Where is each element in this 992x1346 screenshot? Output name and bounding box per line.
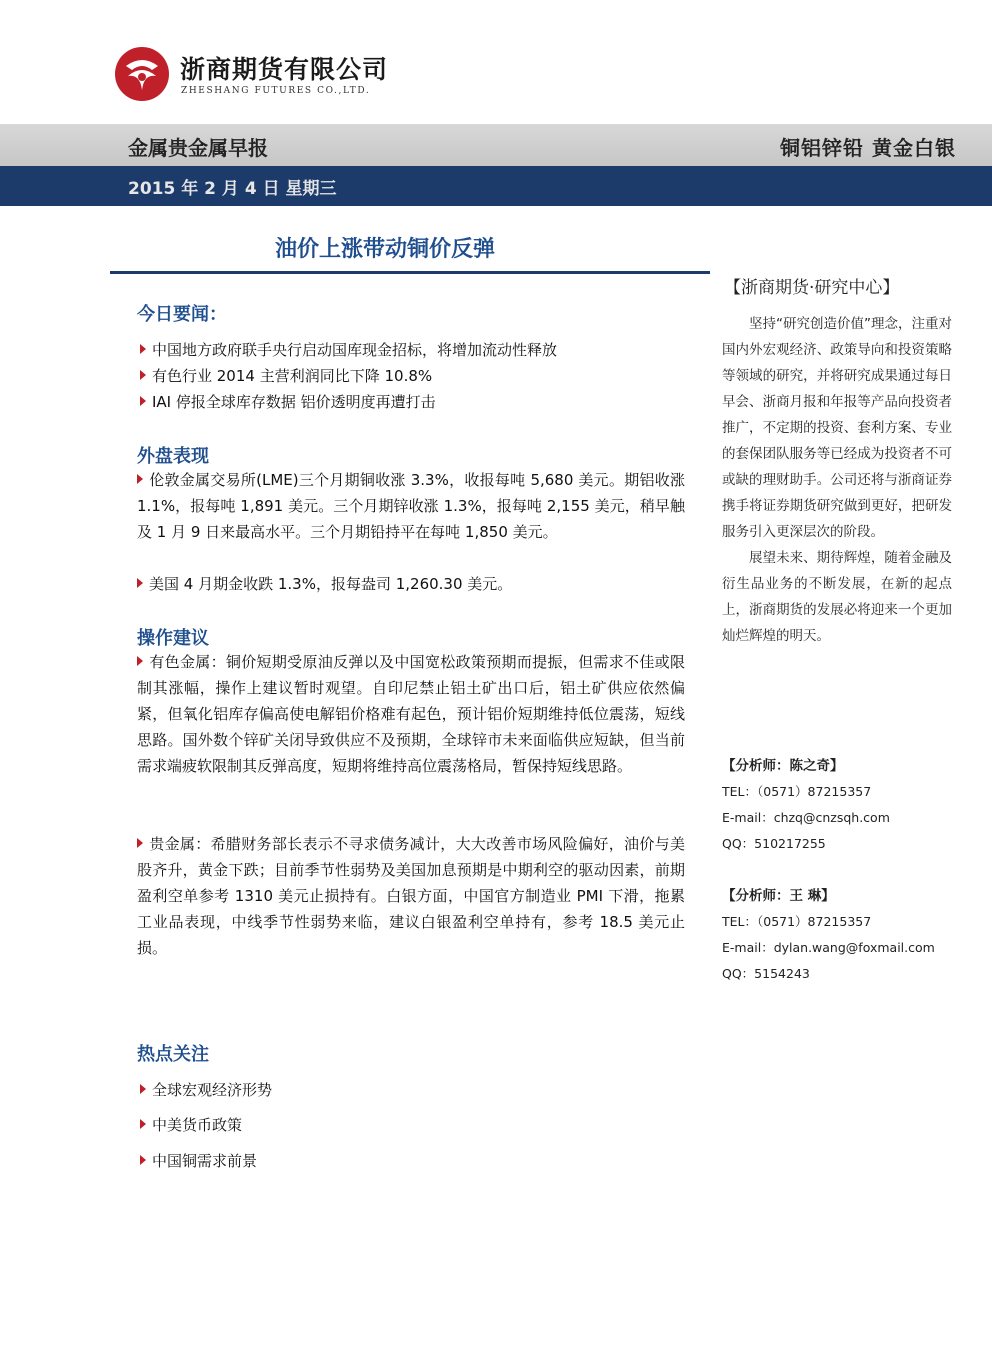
analyst-name: 【分析师：王 琳】	[722, 888, 835, 904]
headline-divider	[110, 271, 710, 274]
advice-paragraph-base-metals: 有色金属：铜价短期受原油反弹以及中国宽松政策预期而提振，但需求不佳或限制其涨幅，操作上建议暂时观望。自印尼禁止铝土矿出口后，铝土矿供应依然偏紧，但氧化铝库存偏高使电解铝价格难有起色，预计铝价短期维持低位震荡，短线思路。国外数个锌矿关闭导致供应不及预期，全球锌市未来面临供应短缺，但当前需求端疲软限制其反弹高度，短期将维持高位震荡格局，暂保持短线思路。	[137, 653, 685, 775]
list-item: 中美货币政策	[140, 1112, 242, 1138]
list-item: 全球宏观经济形势	[140, 1077, 272, 1103]
bullet-arrow-icon	[137, 838, 143, 848]
list-item: IAI 停报全球库存数据 铝价透明度再遭打击	[140, 389, 436, 415]
bullet-arrow-icon	[140, 344, 146, 354]
report-name: 金属贵金属早报	[128, 136, 268, 160]
date-band	[0, 166, 992, 206]
analyst-email: E-mail：dylan.wang@foxmail.com	[722, 940, 935, 955]
bullet-arrow-icon	[137, 656, 143, 666]
company-logo-icon	[114, 46, 170, 102]
analyst-card	[722, 883, 935, 987]
intro-paragraph: 展望未来、期待辉煌，随着金融及衍生品业务的不断发展，在新的起点上，浙商期货的发展必将迎来一个更加灿烂辉煌的明天。	[722, 550, 952, 644]
company-name-en: ZHESHANG FUTURES CO.,LTD.	[181, 86, 371, 96]
advice-paragraph-precious-metals: 贵金属：希腊财务部长表示不寻求债务减计，大大改善市场风险偏好，油价与美股齐升，黄金下跌；目前季节性弱势及美国加息预期是中期利空的驱动因素，前期盈利空单参考 1310 美元止损持有。白银方面，中国官方制造业 PMI 下滑，拖累工业品表现，中线季节性弱势来临，建议白银盈利空单持有，参考 18.5 美元止损。	[137, 835, 685, 957]
analyst-qq: QQ：5154243	[722, 966, 810, 981]
analyst-qq: QQ：510217255	[722, 836, 826, 851]
bullet-arrow-icon	[140, 1084, 146, 1094]
bullet-arrow-icon	[140, 1119, 146, 1129]
page-headline: 油价上涨带动铜价反弹	[275, 237, 496, 262]
report-coverage: 铜铝锌铅 黄金白银	[780, 136, 956, 160]
list-item: 有色行业 2014 主营利润同比下降 10.8%	[140, 363, 432, 389]
report-title-band	[0, 124, 992, 166]
section-title-advice: 操作建议	[137, 628, 209, 649]
section-title-market: 外盘表现	[137, 446, 209, 467]
company-name-cn: 浙商期货有限公司	[180, 55, 389, 84]
section-title-news: 今日要闻：	[137, 304, 227, 325]
list-item: 中国地方政府联手央行启动国库现金招标，将增加流动性释放	[140, 337, 557, 363]
research-center-intro	[722, 311, 952, 649]
intro-paragraph: 坚持“研究创造价值”理念，注重对国内外宏观经济、政策导向和投资策略等领域的研究，并将研究成果通过每日早会、浙商月报和年报等产品向投资者推广，不定期的投资、套利方案、专业的套保团队服务等已经成为投资者不可或缺的理财助手。公司还将与浙商证券携手将证券期货研究做到更好，把研发服务引入更深层次的阶段。	[722, 316, 952, 540]
section-title-focus: 热点关注	[137, 1044, 209, 1065]
analyst-tel: TEL：（0571）87215357	[722, 784, 872, 799]
analyst-email: E-mail：chzq@cnzsqh.com	[722, 810, 890, 825]
bullet-arrow-icon	[140, 1155, 146, 1165]
list-item: 中国铜需求前景	[140, 1148, 257, 1174]
market-paragraph-lme: 伦敦金属交易所(LME)三个月期铜收涨 3.3%，收报每吨 5,680 美元。期铝收涨 1.1%，报每吨 1,891 美元。三个月期锌收涨 1.3%，报每吨 2,155 美元，稍早触及 1 月 9 日来最高水平。三个月期铅持平在每吨 1,850 美元。	[137, 471, 685, 541]
bullet-arrow-icon	[140, 370, 146, 380]
report-date: 2015 年 2 月 4 日 星期三	[128, 179, 337, 199]
bullet-arrow-icon	[137, 578, 143, 588]
analyst-tel: TEL：（0571）87215357	[722, 914, 872, 929]
bullet-arrow-icon	[140, 396, 146, 406]
market-paragraph-gold: 美国 4 月期金收跌 1.3%，报每盎司 1,260.30 美元。	[137, 571, 685, 597]
bullet-arrow-icon	[137, 474, 143, 484]
research-center-heading: 【浙商期货·研究中心】	[724, 278, 900, 298]
analyst-card	[722, 753, 890, 857]
analyst-name: 【分析师：陈之奇】	[722, 758, 844, 774]
